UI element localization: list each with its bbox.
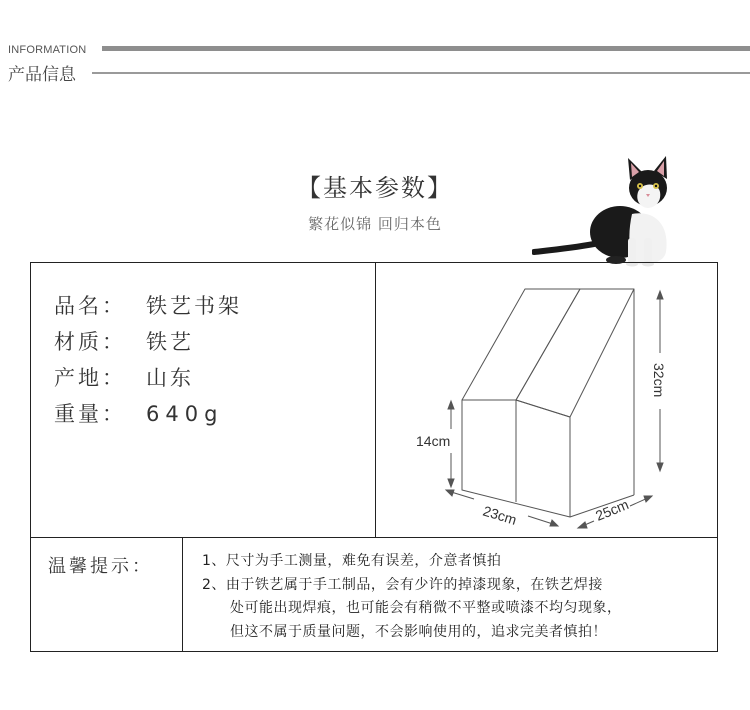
dim-height-front: 14cm xyxy=(416,433,451,449)
dimension-diagram xyxy=(376,263,718,537)
header-en: INFORMATION xyxy=(8,44,87,56)
spec-label: 品名： xyxy=(54,294,126,318)
header-cn: 产品信息 xyxy=(8,65,76,85)
spec-row-weight xyxy=(54,396,242,432)
section-title: 【基本参数】 xyxy=(297,174,453,202)
spec-value: 铁艺书架 xyxy=(146,294,242,318)
shelf-side-right xyxy=(516,289,634,417)
tip-line: 但这不属于质量问题，不会影响使用的，追求完美者慎拍！ xyxy=(230,623,607,640)
spec-label: 材质： xyxy=(54,330,126,354)
tips-label: 温馨提示： xyxy=(48,556,153,577)
dim-depth: 25cm xyxy=(593,496,631,524)
spec-label: 产地： xyxy=(54,366,126,390)
header-bar-thin xyxy=(92,72,750,74)
spec-label: 重量： xyxy=(54,402,126,426)
header-bar-thick xyxy=(102,46,750,51)
spec-value: 640g xyxy=(146,402,224,426)
tips-table-divider xyxy=(182,538,183,652)
spec-list xyxy=(54,288,242,432)
tip-line: 2、由于铁艺属于手工制品，会有少许的掉漆现象，在铁艺焊接 xyxy=(202,576,603,593)
section-subtitle: 繁花似锦 回归本色 xyxy=(308,215,442,233)
dim-height-back: 32cm xyxy=(651,363,667,398)
tip-line: 1、尺寸为手工测量，难免有误差，介意者慎拍 xyxy=(202,553,502,569)
tips-text xyxy=(202,550,622,644)
spec-value: 铁艺 xyxy=(146,330,194,354)
tip-line: 处可能出现焊痕，也可能会有稍微不平整或喷漆不均匀现象， xyxy=(230,600,622,616)
dim-width: 23cm xyxy=(481,502,519,528)
spec-row-name xyxy=(54,288,242,324)
spec-value: 山东 xyxy=(146,366,194,390)
spec-row-origin xyxy=(54,360,242,396)
shelf-side xyxy=(462,289,580,400)
spec-row-material xyxy=(54,324,242,360)
cat-image xyxy=(532,152,677,267)
